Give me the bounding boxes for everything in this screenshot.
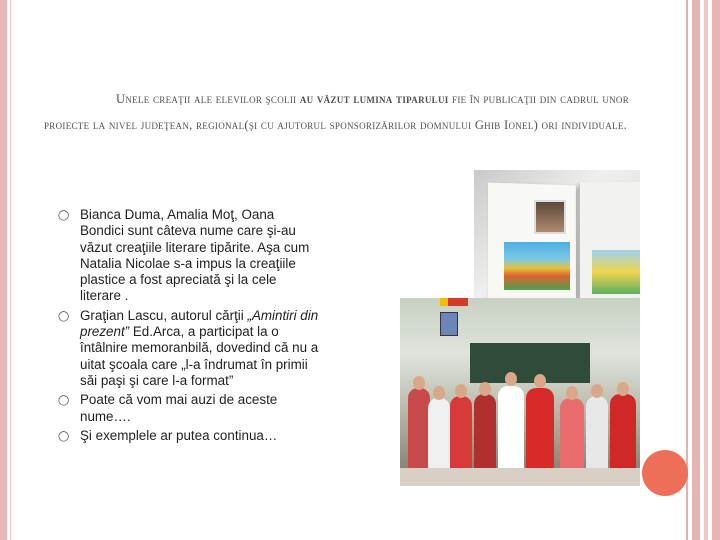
bullet-text: Şi exemplele ar putea continua… bbox=[80, 427, 278, 443]
title-part-2: creaţii ale elevilor şcolii bbox=[152, 92, 297, 106]
person bbox=[560, 398, 584, 472]
bullet-text: Ed.Arca, a participat la o întâlnire memoranbilă, dovedind că nu a uitat şcoala care „l-a îndrumat în primii săi paşi şi care l-a format” bbox=[80, 324, 319, 388]
person-head bbox=[566, 386, 578, 400]
person-head bbox=[505, 372, 517, 386]
person-head bbox=[433, 386, 445, 400]
list-item bbox=[58, 308, 320, 389]
slide-title bbox=[44, 86, 670, 138]
circle-bullet-icon: ◯ bbox=[58, 395, 70, 407]
title-part-1: Unele bbox=[116, 92, 150, 106]
list-item bbox=[58, 207, 320, 305]
person bbox=[450, 396, 472, 472]
right-border-stripe bbox=[704, 0, 708, 540]
flag bbox=[448, 298, 468, 306]
left-border bbox=[0, 0, 7, 540]
person-head bbox=[591, 384, 603, 398]
blackboard bbox=[470, 343, 590, 383]
list-item bbox=[58, 428, 320, 444]
circle-bullet-icon: ◯ bbox=[58, 210, 70, 221]
title-part-4: fie în publicaţii din cadrul unor proiecte la nivel judeţean, regional(şi cu ajutorul sponsorizărilor domnului Ghib Ionel) ori individuale. bbox=[44, 92, 630, 132]
bullet-text: Bianca Duma, Amalia Moţ, Oana Bondici sunt câteva nume care şi-au văzut creaţiile literare tipărite. Aşa cum Natalia Nicolae s-a impus la creaţiile plastice a fost apreciată şi la cele literare . bbox=[80, 207, 310, 304]
person-head bbox=[534, 374, 546, 388]
person bbox=[428, 398, 450, 472]
person bbox=[498, 386, 524, 472]
decorative-circle bbox=[642, 450, 688, 496]
right-border-stripe bbox=[686, 0, 688, 540]
left-border-line bbox=[10, 0, 11, 540]
right-border-stripe bbox=[712, 0, 720, 540]
bullet-text: Poate că vom mai auzi de aceste nume…. bbox=[80, 392, 278, 424]
bullet-text: Graţian Lascu, autorul cărţii bbox=[80, 307, 244, 323]
circle-bullet-icon: ◯ bbox=[58, 310, 70, 322]
person bbox=[408, 388, 430, 468]
person-head bbox=[617, 382, 629, 396]
child-drawing-image bbox=[592, 250, 640, 294]
table bbox=[400, 468, 640, 486]
person-head bbox=[413, 376, 425, 390]
bullet-list bbox=[58, 207, 320, 447]
portrait-image bbox=[534, 200, 566, 234]
person bbox=[586, 396, 608, 472]
person-head bbox=[479, 382, 491, 396]
circle-bullet-icon: ◯ bbox=[58, 430, 70, 442]
book-title: „Amintiri din prezent” bbox=[80, 307, 319, 340]
classroom-group-photo bbox=[400, 298, 640, 486]
person bbox=[610, 394, 636, 472]
right-border-stripe bbox=[692, 0, 700, 540]
person-head bbox=[455, 384, 467, 398]
person bbox=[526, 388, 554, 472]
list-item bbox=[58, 392, 320, 425]
title-part-3: au văzut lumina tiparului bbox=[299, 92, 449, 106]
person bbox=[474, 394, 496, 472]
crest-icon bbox=[440, 312, 458, 336]
child-drawing-image bbox=[504, 242, 570, 290]
